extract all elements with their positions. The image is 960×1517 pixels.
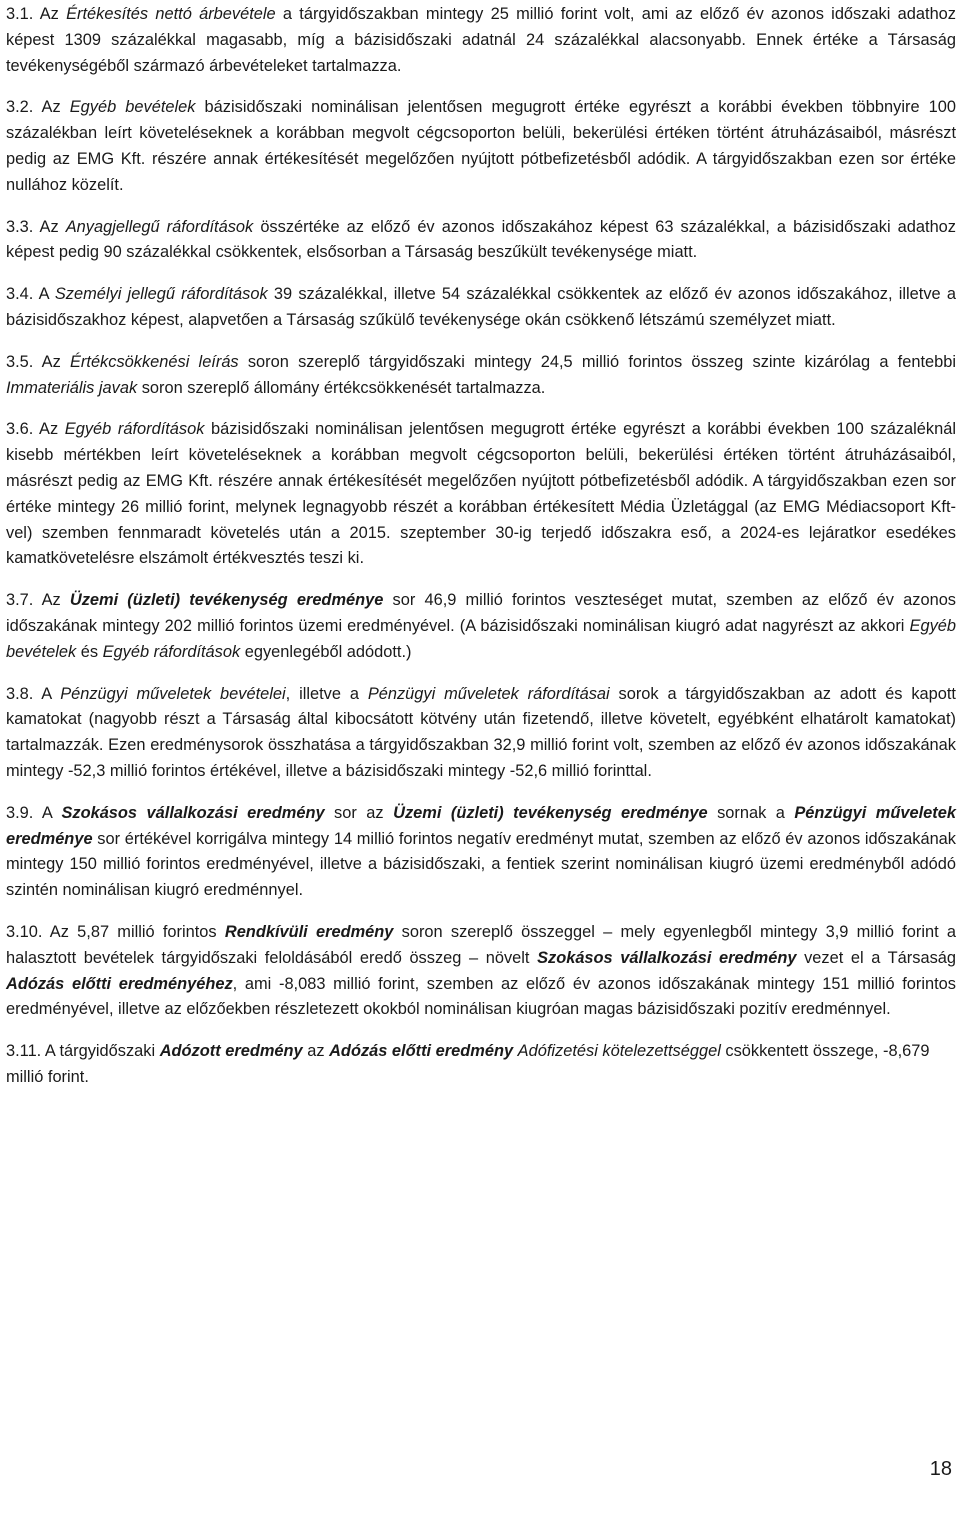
paragraph-3-1 [6,2,956,79]
emphasized-term: Üzemi (üzleti) tevékenység eredménye [69,591,384,610]
document-body [6,2,956,1091]
text-run: 3.4. A [6,285,55,304]
emphasized-term: Egyéb bevételek [69,98,196,117]
text-run: összértéke az előző év azonos időszakához képest 63 százalékkal, a bázisidőszaki adathoz képest pedig 90 százalékkal csökkentek, elsősorban a Társaság beszűkült tevékenysége miatt. [6,217,956,262]
text-run: sor az [324,803,394,822]
text-run: csökkentett összege, -8,679 millió forint. [6,1042,930,1086]
text-run: 3.11. A tárgyidőszaki [6,1042,160,1061]
text-run: 3.9. A [6,803,62,822]
paragraph-3-11 [6,1039,956,1091]
text-run: , illetve a [285,684,368,703]
text-run: , ami -8,083 millió forint, szemben az előző év azonos időszakának mintegy 151 millió forintos eredményével, illetve az előzőekben részletezett okokból nominálisan kiugróan magas bázisidőszaki pozitív eredménnyel. [6,974,956,1019]
text-run: az [302,1042,330,1061]
text-run: sorok a tárgyidőszakban az adott és kapott kamatokat (nagyobb részt a Társaság által kibocsátott kötvény után fizetendő, illetve követelt, egyébként elhatárolt kamatokat) tartalmazzák. Ezen eredménysorok összhatása a tárgyidőszakban 32,9 millió forint volt, szemben az előző év azonos időszakának mintegy -52,3 millió forintos értékével, illetve a bázisidőszaki mintegy -52,6 millió forinttal. [6,684,956,780]
text-run: 3.1. Az [6,5,67,23]
text-run: 3.10. Az 5,87 millió forintos [6,922,225,941]
paragraph-3-10 [6,920,956,1023]
emphasized-term: Szokásos vállalkozási eredmény [61,803,325,822]
emphasized-term: Adózás előtti eredményéhez [6,974,233,993]
text-run: sornak a [707,803,795,822]
emphasized-term: Értékcsökkenési leírás [70,352,239,371]
paragraph-3-2 [6,95,956,198]
emphasized-term: Pénzügyi műveletek eredménye [6,803,956,848]
page-number: 18 [929,1458,952,1480]
emphasized-term: Rendkívüli eredmény [224,922,394,941]
emphasized-term: Értékesítés nettó árbevétele [66,5,276,23]
text-run: soron szereplő összeggel – mely egyenlegből mintegy 3,9 millió forint a halasztott bevételek tárgyidőszaki feloldásából eredő összeg – növelt [6,922,956,967]
text-run: 3.2. Az [6,98,70,117]
emphasized-term: Pénzügyi műveletek ráfordításai [367,684,610,703]
text-run: 3.6. Az [6,420,65,439]
emphasized-term: Egyéb bevételek [6,616,956,661]
text-run: 3.8. A [6,684,61,703]
text-run: 3.3. Az [6,217,66,236]
emphasized-term: Adófizetési kötelezettséggel [517,1042,721,1061]
paragraph-3-8 [6,682,956,785]
emphasized-term: Üzemi (üzleti) tevékenység eredménye [393,803,708,822]
text-run: bázisidőszaki nominálisan jelentősen megugrott értéke egyrészt a korábbi években 100 százaléknál kisebb mértékben leírt követeléseknek a korábban megvolt cégcsoporton belüli, bekerülési értéken történt átruházásaiból, másrészt pedig az EMG Kft. részére annak értékesítését megelőzően nyújtott pótbefizetésből adódik. A tárgyidőszakban ezen sor értéke mintegy 26 millió forint, melynek legnagyobb részét a korábban értékesített Média Üzletággal (az EMG Médiacsoport Kft-vel) szemben fennmaradt követelés után a 2015. szeptember 30-ig terjedő időszakra eső, a 2024-es lejáratkor esedékes kamatkövetelésre elszámolt értékvesztés teszi ki. [6,420,956,568]
emphasized-term: Személyi jellegű ráfordítások [54,285,268,304]
emphasized-term: Pénzügyi műveletek bevételei [60,684,286,703]
emphasized-term: Anyagjellegű ráfordítások [65,217,254,236]
text-run: vezet el a Társaság [796,948,956,967]
text-run: sor 46,9 millió forintos veszteséget mutat, szemben az előző év azonos időszakának mintegy 202 millió forintos üzemi eredményével. (A bázisidőszaki nominálisan kiugró adat nagyrészt az akkori [6,591,957,635]
text-run: 39 százalékkal, illetve 54 százalékkal csökkentek az előző év azonos időszakához, illetve a bázisidőszakhoz képest, alapvetően a Társaság szűkülő tevékenysége okán csökkenő létszámú személyzet miatt. [6,285,956,329]
emphasized-term: Szokásos vállalkozási eredmény [537,948,797,967]
emphasized-term: Immateriális javak [6,378,138,397]
text-run: 3.7. Az [6,591,70,610]
emphasized-term: Adózás előtti eredmény [329,1042,514,1061]
text-run: és [76,642,103,661]
text-run: 3.5. Az [6,352,70,371]
paragraph-3-4 [6,282,956,334]
text-run: soron szereplő állomány értékcsökkenését tartalmazza. [137,378,546,397]
emphasized-term: Egyéb ráfordítások [64,420,205,439]
emphasized-term: Egyéb ráfordítások [102,642,241,661]
text-run: sor értékével korrigálva mintegy 14 millió forintos negatív eredményt mutat, szemben az előző év azonos időszakának mintegy 150 millió forintos eredményével, illetve a bázisidőszaki, a fentiek szerint nominálisan kiugró üzemi eredményből adódó szintén nominálisan kiugró eredménnyel. [6,829,956,900]
paragraph-3-9 [6,801,956,904]
emphasized-term: Adózott eredmény [159,1042,303,1061]
text-run: egyenlegéből adódott.) [240,642,412,661]
paragraph-3-6 [6,417,956,572]
paragraph-3-3 [6,215,956,267]
text-run: bázisidőszaki nominálisan jelentősen megugrott értéke egyrészt a korábbi években többnyire 100 százalékban leírt követeléseknek a korábban megvolt cégcsoporton belüli, bekerülési értéken történt átruházásaiból, másrészt pedig az EMG Kft. részére annak értékesítését megelőzően nyújtott pótbefizetésből adódik. A tárgyidőszakban ezen sor értéke nullához közelít. [6,98,956,194]
paragraph-3-7 [6,588,956,665]
text-run: a tárgyidőszakban mintegy 25 millió forint volt, ami az előző év azonos időszaki adathoz képest 1309 százalékkal magasabb, míg a bázisidőszaki adatnál 24 százalékkal alacsonyabb. Ennek értéke a Társaság tevékenységéből származó árbevételeket tartalmazza. [6,5,956,75]
paragraph-3-5 [6,350,956,402]
text-run: soron szereplő tárgyidőszaki mintegy 24,5 millió forintos összeg szinte kizárólag a fentebbi [238,352,956,371]
